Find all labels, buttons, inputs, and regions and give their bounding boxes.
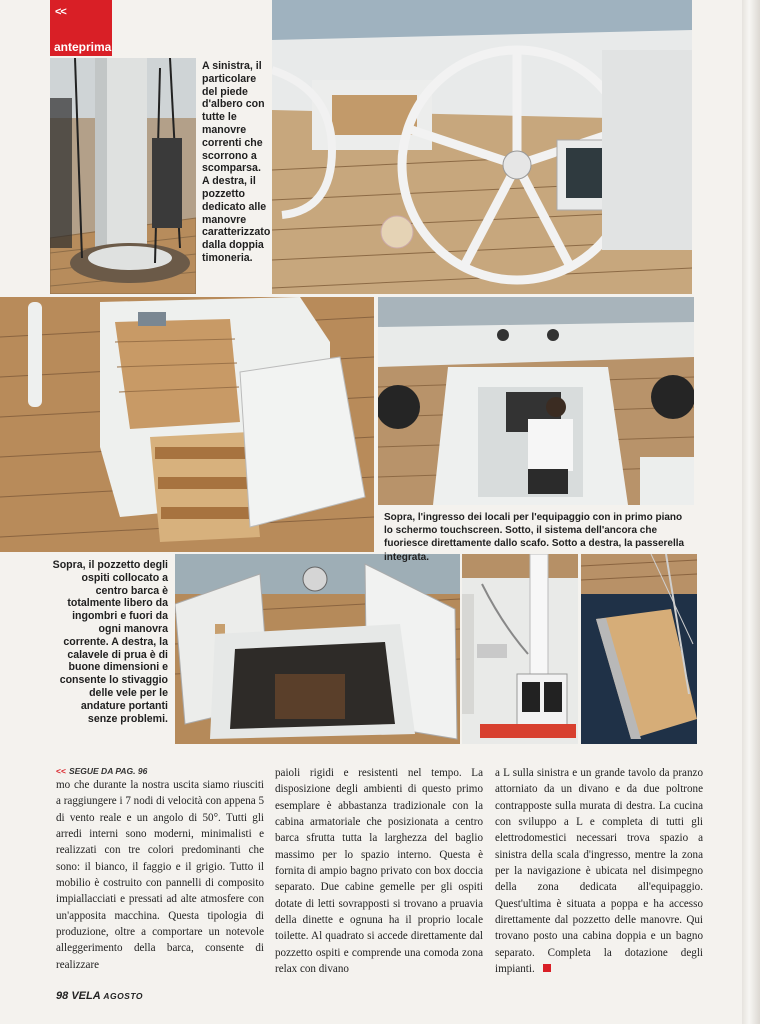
caption-mast-and-cockpit: A sinistra, il particolare del piede d'albero con tutte le manovre correnti che scorrono a scomparsa. A destra, il pozzetto dedicato alle manovre caratterizzato dalla doppia timoneria.	[202, 60, 271, 264]
continued-arrow-icon: <<	[56, 766, 66, 776]
section-tag-arrows: <<	[55, 6, 66, 18]
folio-month: AGOSTO	[103, 991, 143, 1001]
page-binding-edge	[742, 0, 760, 1024]
photo-mast-foot	[50, 58, 196, 294]
section-tag-label: anteprima	[54, 40, 112, 54]
article-text-3: a L sulla sinistra e un grande tavolo da pranzo attorniato da un divano e da due poltrone contrapposte sulla murata di destra. La cucina con sviluppo a L e completa di tutti gli elettrodomestici necessari trova spazio a sinistra della scala d'ingresso, mentre la zona per la navigazione è ubicata nel disimpegno della zona dedicata all'equipaggio. Quest'ultima è situata a poppa e ha accesso direttamente dal pozzetto delle manovre. Qui trovano posto una cabina doppia e un bagno separato. Completa la dotazione degli impianti.	[495, 767, 703, 976]
folio-magazine: VELA	[71, 990, 101, 1002]
article-text-1: mo che durante la nostra uscita siamo riusciti a raggiungere i 7 nodi di velocità con appena 5 di vento reale e un angolo di 50°. Tutti gli arredi interni sono moderni, minimalisti e realizzati con tre colori predominanti che sono: il bianco, il faggio e il grigio. Tutto il mobilio è costruito con pannelli di composito impiallacciati e pressati ad alte atmosfere con un'apposita macchina. Questa tipologia di produzione, oltre a comportare un notevole alleggerimento della barca, consente di realizzare	[56, 779, 264, 971]
caption-crew-entrance: Sopra, l'ingresso dei locali per l'equipaggio con in primo piano lo schermo touchscreen. Sotto, il sistema dell'ancora che fuoriesce direttamente dallo scafo. Sotto a destra, la passerella integrata.	[384, 512, 685, 563]
photo-steering-cockpit	[272, 0, 692, 294]
article-column-1	[56, 765, 264, 973]
caption-guest-cockpit: Sopra, il pozzetto degli ospiti collocato a centro barca è totalmente libero da ingombri e fuori da ogni manovra corrente. A destra, la calavele di prua è di buone dimensioni e consente lo stivaggio delle vele per le andature portanti senze problemi.	[52, 559, 168, 725]
end-mark-icon	[543, 964, 551, 972]
article-text-2: paioli rigidi e resistenti nel tempo. La disposizione degli ambienti di questo primo esemplare è abbastanza tradizionale con la cabina armatoriale che posizionata a centro barca sfrutta tutta la larghezza del baglio massimo per lo spazio interno. Questa è fornita di ampio bagno privato con box doccia separato. Due cabine gemelle per gli ospiti dotate di letti sovrapposti si trovano a pruavia della dinette e ognuna ha il proprio locale toilette. Al quadrato si accede direttamente dal pozzetto ospiti e comprende una comoda zona relax con divano	[275, 767, 483, 976]
photo-gangway	[581, 554, 697, 744]
photo-guest-cockpit	[0, 297, 374, 552]
continued-from	[56, 765, 264, 778]
folio	[56, 990, 143, 1002]
article-column-3	[495, 765, 703, 977]
continued-from-text: SEGUE DA PAG. 96	[68, 766, 148, 776]
article-column-2	[275, 765, 483, 977]
section-tag	[50, 0, 112, 56]
photo-anchor-system	[462, 554, 578, 744]
photo-sail-locker	[175, 554, 460, 744]
photo-crew-entrance	[378, 297, 694, 505]
folio-page: 98	[56, 990, 69, 1002]
